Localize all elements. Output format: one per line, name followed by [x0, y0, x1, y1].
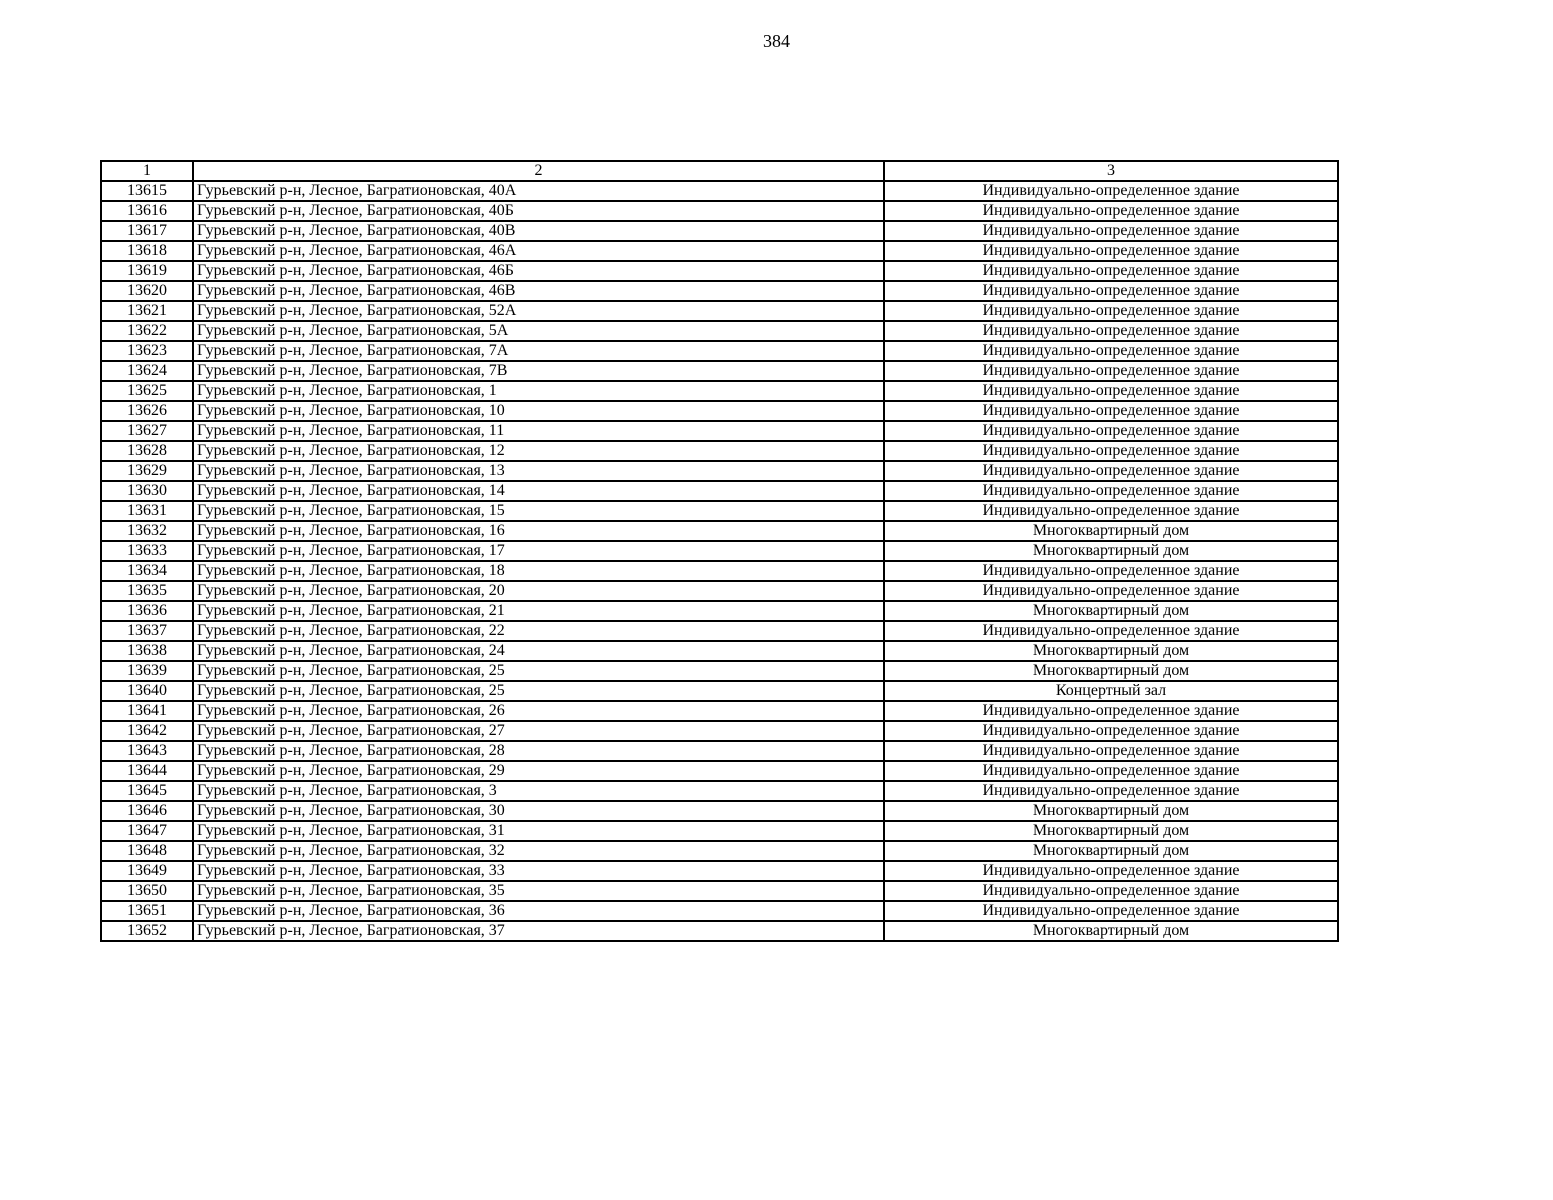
address-cell: Гурьевский р-н, Лесное, Багратионовская, 46В: [193, 281, 884, 301]
object-type-cell: Индивидуально-определенное здание: [884, 301, 1338, 321]
address-cell: Гурьевский р-н, Лесное, Багратионовская, 17: [193, 541, 884, 561]
object-type-cell: Индивидуально-определенное здание: [884, 621, 1338, 641]
table-row: [101, 701, 1338, 721]
row-number-cell: 13635: [101, 581, 193, 601]
table-row: [101, 921, 1338, 941]
table-row: [101, 261, 1338, 281]
table-row: [101, 801, 1338, 821]
table-row: [101, 741, 1338, 761]
table-row: [101, 541, 1338, 561]
row-number-cell: 13647: [101, 821, 193, 841]
address-cell: Гурьевский р-н, Лесное, Багратионовская, 13: [193, 461, 884, 481]
object-type-cell: Многоквартирный дом: [884, 921, 1338, 941]
object-type-cell: Индивидуально-определенное здание: [884, 361, 1338, 381]
table-row: [101, 661, 1338, 681]
row-number-cell: 13639: [101, 661, 193, 681]
row-number-cell: 13633: [101, 541, 193, 561]
object-type-cell: Индивидуально-определенное здание: [884, 761, 1338, 781]
row-number-cell: 13627: [101, 421, 193, 441]
row-number-cell: 13640: [101, 681, 193, 701]
address-cell: Гурьевский р-н, Лесное, Багратионовская, 20: [193, 581, 884, 601]
table-row: [101, 241, 1338, 261]
table-row: [101, 561, 1338, 581]
object-type-cell: Индивидуально-определенное здание: [884, 461, 1338, 481]
object-type-cell: Индивидуально-определенное здание: [884, 201, 1338, 221]
address-cell: Гурьевский р-н, Лесное, Багратионовская, 40Б: [193, 201, 884, 221]
object-type-cell: Индивидуально-определенное здание: [884, 721, 1338, 741]
address-cell: Гурьевский р-н, Лесное, Багратионовская, 25: [193, 661, 884, 681]
object-type-cell: Индивидуально-определенное здание: [884, 881, 1338, 901]
object-type-cell: Индивидуально-определенное здание: [884, 401, 1338, 421]
registry-table: [100, 160, 1339, 942]
table-row: [101, 881, 1338, 901]
table-row: [101, 681, 1338, 701]
table-row: [101, 821, 1338, 841]
address-cell: Гурьевский р-н, Лесное, Багратионовская, 16: [193, 521, 884, 541]
object-type-cell: Индивидуально-определенное здание: [884, 441, 1338, 461]
object-type-cell: Индивидуально-определенное здание: [884, 261, 1338, 281]
object-type-cell: Индивидуально-определенное здание: [884, 421, 1338, 441]
object-type-cell: Многоквартирный дом: [884, 801, 1338, 821]
object-type-cell: Индивидуально-определенное здание: [884, 381, 1338, 401]
object-type-cell: Многоквартирный дом: [884, 821, 1338, 841]
row-number-cell: 13648: [101, 841, 193, 861]
address-cell: Гурьевский р-н, Лесное, Багратионовская, 24: [193, 641, 884, 661]
table-row: [101, 381, 1338, 401]
table-row: [101, 401, 1338, 421]
object-type-cell: Индивидуально-определенное здание: [884, 341, 1338, 361]
table-row: [101, 901, 1338, 921]
row-number-cell: 13645: [101, 781, 193, 801]
address-cell: Гурьевский р-н, Лесное, Багратионовская, 22: [193, 621, 884, 641]
object-type-cell: Индивидуально-определенное здание: [884, 581, 1338, 601]
object-type-cell: Концертный зал: [884, 681, 1338, 701]
address-cell: Гурьевский р-н, Лесное, Багратионовская, 15: [193, 501, 884, 521]
row-number-cell: 13628: [101, 441, 193, 461]
row-number-cell: 13644: [101, 761, 193, 781]
object-type-cell: Индивидуально-определенное здание: [884, 221, 1338, 241]
address-cell: Гурьевский р-н, Лесное, Багратионовская, 27: [193, 721, 884, 741]
object-type-cell: Индивидуально-определенное здание: [884, 781, 1338, 801]
table-row: [101, 501, 1338, 521]
object-type-cell: Многоквартирный дом: [884, 841, 1338, 861]
address-cell: Гурьевский р-н, Лесное, Багратионовская, 46А: [193, 241, 884, 261]
address-cell: Гурьевский р-н, Лесное, Багратионовская, 40А: [193, 181, 884, 201]
object-type-cell: Многоквартирный дом: [884, 541, 1338, 561]
table-row: [101, 781, 1338, 801]
address-cell: Гурьевский р-н, Лесное, Багратионовская, 30: [193, 801, 884, 821]
object-type-cell: Индивидуально-определенное здание: [884, 481, 1338, 501]
row-number-cell: 13634: [101, 561, 193, 581]
column-header-1: 1: [101, 161, 193, 181]
address-cell: Гурьевский р-н, Лесное, Багратионовская, 11: [193, 421, 884, 441]
table-row: [101, 221, 1338, 241]
row-number-cell: 13619: [101, 261, 193, 281]
table-row: [101, 441, 1338, 461]
table-row: [101, 601, 1338, 621]
row-number-cell: 13616: [101, 201, 193, 221]
table-row: [101, 621, 1338, 641]
table-row: [101, 421, 1338, 441]
object-type-cell: Индивидуально-определенное здание: [884, 901, 1338, 921]
object-type-cell: Многоквартирный дом: [884, 661, 1338, 681]
row-number-cell: 13626: [101, 401, 193, 421]
object-type-cell: Многоквартирный дом: [884, 601, 1338, 621]
row-number-cell: 13618: [101, 241, 193, 261]
address-cell: Гурьевский р-н, Лесное, Багратионовская, 26: [193, 701, 884, 721]
table-row: [101, 481, 1338, 501]
table-header: [101, 161, 1338, 181]
table-row: [101, 321, 1338, 341]
row-number-cell: 13617: [101, 221, 193, 241]
table-row: [101, 721, 1338, 741]
header-row: [101, 161, 1338, 181]
address-cell: Гурьевский р-н, Лесное, Багратионовская, 29: [193, 761, 884, 781]
column-header-2: 2: [193, 161, 884, 181]
table-row: [101, 581, 1338, 601]
address-cell: Гурьевский р-н, Лесное, Багратионовская, 7В: [193, 361, 884, 381]
object-type-cell: Многоквартирный дом: [884, 521, 1338, 541]
table-body: [101, 181, 1338, 941]
address-cell: Гурьевский р-н, Лесное, Багратионовская, 28: [193, 741, 884, 761]
row-number-cell: 13623: [101, 341, 193, 361]
object-type-cell: Индивидуально-определенное здание: [884, 701, 1338, 721]
row-number-cell: 13632: [101, 521, 193, 541]
row-number-cell: 13622: [101, 321, 193, 341]
table-row: [101, 841, 1338, 861]
address-cell: Гурьевский р-н, Лесное, Багратионовская, 40В: [193, 221, 884, 241]
address-cell: Гурьевский р-н, Лесное, Багратионовская, 5А: [193, 321, 884, 341]
row-number-cell: 13641: [101, 701, 193, 721]
address-cell: Гурьевский р-н, Лесное, Багратионовская, 14: [193, 481, 884, 501]
table-row: [101, 281, 1338, 301]
object-type-cell: Индивидуально-определенное здание: [884, 501, 1338, 521]
row-number-cell: 13651: [101, 901, 193, 921]
row-number-cell: 13650: [101, 881, 193, 901]
address-cell: Гурьевский р-н, Лесное, Багратионовская, 10: [193, 401, 884, 421]
address-cell: Гурьевский р-н, Лесное, Багратионовская, 18: [193, 561, 884, 581]
row-number-cell: 13646: [101, 801, 193, 821]
table-row: [101, 641, 1338, 661]
row-number-cell: 13620: [101, 281, 193, 301]
row-number-cell: 13621: [101, 301, 193, 321]
table-row: [101, 181, 1338, 201]
address-cell: Гурьевский р-н, Лесное, Багратионовская, 33: [193, 861, 884, 881]
row-number-cell: 13636: [101, 601, 193, 621]
column-header-3: 3: [884, 161, 1338, 181]
row-number-cell: 13630: [101, 481, 193, 501]
row-number-cell: 13637: [101, 621, 193, 641]
table-row: [101, 461, 1338, 481]
address-cell: Гурьевский р-н, Лесное, Багратионовская, 37: [193, 921, 884, 941]
address-cell: Гурьевский р-н, Лесное, Багратионовская, 7А: [193, 341, 884, 361]
table-row: [101, 521, 1338, 541]
row-number-cell: 13629: [101, 461, 193, 481]
address-cell: Гурьевский р-н, Лесное, Багратионовская, 12: [193, 441, 884, 461]
address-cell: Гурьевский р-н, Лесное, Багратионовская, 35: [193, 881, 884, 901]
address-cell: Гурьевский р-н, Лесное, Багратионовская, 31: [193, 821, 884, 841]
address-cell: Гурьевский р-н, Лесное, Багратионовская, 52А: [193, 301, 884, 321]
row-number-cell: 13625: [101, 381, 193, 401]
table-row: [101, 301, 1338, 321]
object-type-cell: Индивидуально-определенное здание: [884, 181, 1338, 201]
table-row: [101, 861, 1338, 881]
object-type-cell: Индивидуально-определенное здание: [884, 741, 1338, 761]
row-number-cell: 13638: [101, 641, 193, 661]
address-cell: Гурьевский р-н, Лесное, Багратионовская, 36: [193, 901, 884, 921]
row-number-cell: 13624: [101, 361, 193, 381]
row-number-cell: 13615: [101, 181, 193, 201]
object-type-cell: Многоквартирный дом: [884, 641, 1338, 661]
table-row: [101, 761, 1338, 781]
row-number-cell: 13652: [101, 921, 193, 941]
page-number: 384: [763, 31, 790, 51]
object-type-cell: Индивидуально-определенное здание: [884, 861, 1338, 881]
address-cell: Гурьевский р-н, Лесное, Багратионовская, 3: [193, 781, 884, 801]
row-number-cell: 13631: [101, 501, 193, 521]
address-cell: Гурьевский р-н, Лесное, Багратионовская, 25: [193, 681, 884, 701]
object-type-cell: Индивидуально-определенное здание: [884, 321, 1338, 341]
table-row: [101, 201, 1338, 221]
address-cell: Гурьевский р-н, Лесное, Багратионовская, 32: [193, 841, 884, 861]
table-row: [101, 361, 1338, 381]
row-number-cell: 13649: [101, 861, 193, 881]
table-row: [101, 341, 1338, 361]
address-cell: Гурьевский р-н, Лесное, Багратионовская, 1: [193, 381, 884, 401]
object-type-cell: Индивидуально-определенное здание: [884, 241, 1338, 261]
row-number-cell: 13642: [101, 721, 193, 741]
row-number-cell: 13643: [101, 741, 193, 761]
object-type-cell: Индивидуально-определенное здание: [884, 561, 1338, 581]
address-cell: Гурьевский р-н, Лесное, Багратионовская, 21: [193, 601, 884, 621]
address-cell: Гурьевский р-н, Лесное, Багратионовская, 46Б: [193, 261, 884, 281]
object-type-cell: Индивидуально-определенное здание: [884, 281, 1338, 301]
